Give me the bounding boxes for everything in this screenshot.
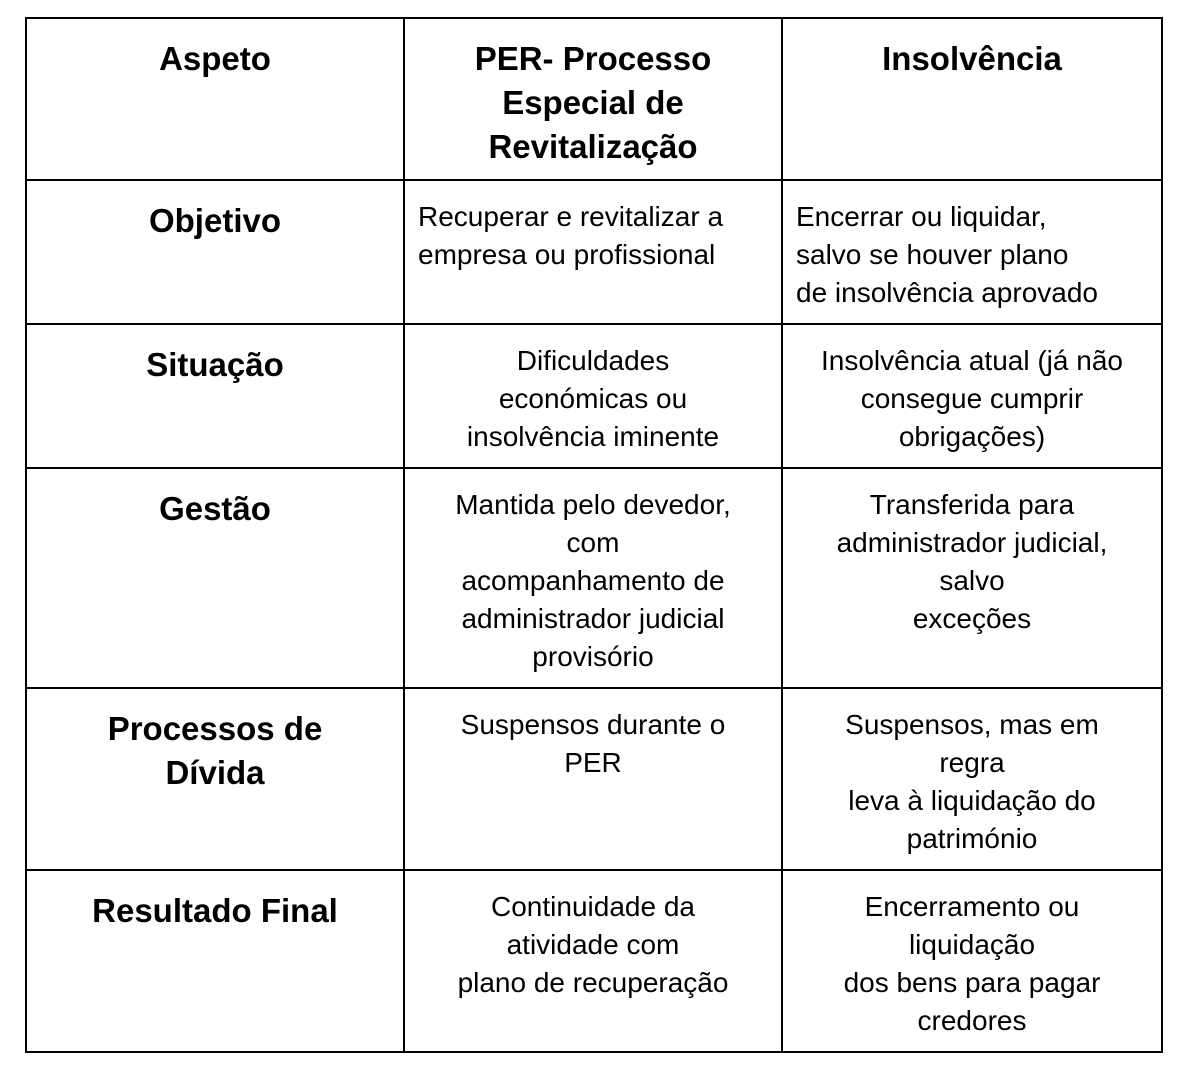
per-text: Recuperar e revitalizar a empresa ou profissional [418, 201, 724, 270]
aspect-cell [26, 468, 404, 688]
header-cell-aspect [26, 18, 404, 180]
aspect-label: Gestão [159, 490, 271, 527]
aspect-cell [26, 324, 404, 468]
per-cell [404, 468, 782, 688]
aspect-cell [26, 688, 404, 870]
per-text: Continuidade da atividade com plano de recuperação [457, 891, 729, 998]
aspect-cell [26, 180, 404, 324]
per-cell [404, 688, 782, 870]
insolvencia-cell [782, 688, 1162, 870]
per-text: Dificuldades económicas ou insolvência iminente [466, 345, 720, 452]
header-cell-per [404, 18, 782, 180]
insolvencia-cell [782, 180, 1162, 324]
insolvencia-text: Encerrar ou liquidar, salvo se houver plano de insolvência aprovado [796, 201, 1098, 308]
insolvencia-cell [782, 870, 1162, 1052]
header-per: PER- Processo Especial de Revitalização [474, 40, 712, 165]
aspect-label: Processos de Dívida [107, 710, 323, 791]
table-row [26, 468, 1162, 688]
aspect-label: Resultado Final [92, 892, 338, 929]
per-text: Suspensos durante o PER [460, 709, 726, 778]
aspect-cell [26, 870, 404, 1052]
table-row [26, 324, 1162, 468]
header-aspect: Aspeto [159, 40, 271, 77]
header-insolvencia: Insolvência [882, 40, 1062, 77]
insolvencia-cell [782, 324, 1162, 468]
table-row [26, 180, 1162, 324]
insolvencia-text: Transferida para administrador judicial, salvo exceções [836, 489, 1108, 634]
per-cell [404, 180, 782, 324]
per-cell [404, 324, 782, 468]
insolvencia-text: Encerramento ou liquidação dos bens para pagar credores [843, 891, 1101, 1036]
table-row [26, 688, 1162, 870]
header-cell-insolvencia [782, 18, 1162, 180]
insolvencia-cell [782, 468, 1162, 688]
aspect-label: Objetivo [148, 202, 282, 239]
insolvencia-text: Suspensos, mas em regra leva à liquidação do património [845, 709, 1099, 854]
comparison-table [25, 17, 1163, 1053]
per-text: Mantida pelo devedor, com acompanhamento de administrador judicial provisório [455, 489, 731, 672]
table-row [26, 870, 1162, 1052]
per-cell [404, 870, 782, 1052]
aspect-label: Situação [146, 346, 284, 383]
insolvencia-text: Insolvência atual (já não consegue cumprir obrigações) [821, 345, 1123, 452]
table-header-row [26, 18, 1162, 180]
